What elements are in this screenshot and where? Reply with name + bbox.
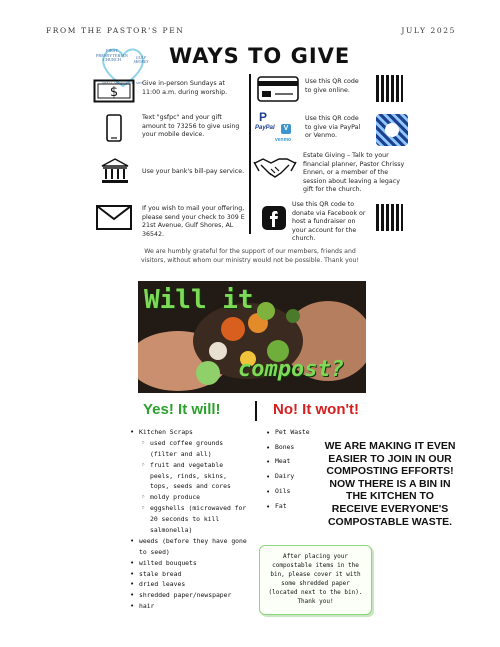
qr-code-paypal-venmo[interactable]: [376, 114, 408, 146]
facebook-qr-text: Use this QR code to donate via Facebook or host a fundraiser on your account for the church.: [292, 201, 366, 242]
qr-code-facebook[interactable]: [376, 204, 403, 231]
facebook-icon: [262, 206, 286, 230]
dollar-bill-icon: [93, 79, 135, 103]
list-item: • hair: [130, 601, 248, 612]
credit-card-icon: [257, 76, 299, 102]
no-heading: No! It won't!: [273, 401, 360, 418]
list-item: • shredded paper/newspaper: [130, 590, 248, 601]
svg-text:$: $: [109, 85, 119, 100]
qr-online-text: Use this QR code to give online.: [305, 78, 359, 94]
list-item: • Dairy: [266, 469, 326, 484]
qr-code-online[interactable]: [376, 75, 403, 102]
compost-photo: [138, 281, 366, 393]
compost-title-top: Will it: [144, 285, 254, 315]
list-item: ◦ moldy produce: [141, 492, 248, 503]
qr-paypal-venmo-text: Use this QR code to give via PayPal or Venmo.: [305, 115, 361, 139]
paypal-label: PayPal: [255, 125, 275, 131]
list-item: • Bones: [266, 440, 326, 455]
list-item: • Oils: [266, 484, 326, 499]
newsletter-section-header: FROM THE PASTOR'S PEN: [46, 26, 185, 35]
no-list: [266, 425, 326, 513]
gratitude-note: We are humbly grateful for the support of our members, friends and visitors, without whom our ministry would not be possible. Thank you!: [141, 248, 359, 264]
column-divider: [249, 74, 251, 234]
phone-icon: [106, 114, 122, 142]
envelope-icon: [96, 205, 132, 230]
list-item: ◦ fruit and vegetable peels, rinds, skins, tops, seeds and cores: [141, 460, 248, 493]
estate-giving-text: Estate Giving – Talk to your financial planner, Pastor Chrissy Ennen, or a member of the session about leaving a legacy gift for the church.: [303, 152, 405, 193]
note-text: After placing your compostable items in the bin, please cover it with some shredded paper (located next to the bin). Thank you!: [268, 553, 363, 605]
newsletter-date: JULY 2025: [401, 26, 456, 35]
bill-pay-text: Use your bank's bill-pay service.: [142, 168, 245, 175]
bank-icon: [101, 158, 129, 184]
paypal-venmo-icon: P PayPal V venmo: [255, 110, 292, 143]
venmo-label: venmo: [275, 137, 292, 143]
list-item: ◦ eggshells (microwaved for 20 seconds to kill salmonella): [141, 503, 248, 536]
logo-tagline: SHELL SHORES FOR MEN: [102, 81, 144, 85]
yes-heading: Yes! It will!: [143, 401, 221, 418]
handshake-icon: [253, 153, 297, 183]
list-item: • stale bread: [130, 569, 248, 580]
heading-divider: [255, 401, 257, 421]
list-item: ◦ used coffee grounds (filter and all): [141, 438, 248, 460]
list-item: • Pet Waste: [266, 425, 326, 440]
logo-line-presbyterian: PRESBYTERIAN: [96, 52, 128, 58]
compost-title-bottom: compost?: [238, 357, 344, 382]
text-to-give-text: Text "gsfpc" and your gift amount to 73256 to give using your mobile device.: [142, 114, 240, 138]
composting-announcement: WE ARE MAKING IT EVEN EASIER TO JOIN IN OUR COMPOSTING EFFORTS! NOW THERE IS A BIN IN THE KITCHEN TO RECEIVE EVERYONE'S COMPOSTABLE WASTE.: [324, 440, 456, 528]
mail-offering-text: If you wish to mail your offering, please send your check to 309 E 21st Avenue, Gulf Shores, AL 36542.: [142, 205, 245, 238]
list-item: • dried leaves: [130, 579, 248, 590]
list-item: • wilted bouquets: [130, 558, 248, 569]
list-item: • Fat: [266, 499, 326, 514]
list-item: • weeds (before they have gone to seed): [130, 536, 248, 558]
list-item: • Kitchen Scraps ◦ used coffee grounds (filter and all) ◦ fruit and vegetable peels, rinds, skins, tops, seeds and cores ◦ moldy produce ◦ eggshells (microwaved for 20 seconds to kill salmonella): [130, 427, 248, 536]
give-in-person-text: Give in-person Sundays at 11:00 a.m. during worship.: [142, 80, 228, 96]
list-item: • Meat: [266, 454, 326, 469]
logo-line-church: CHURCH: [103, 57, 121, 62]
page-title: WAYS TO GIVE: [169, 44, 351, 68]
logo-line-gulf-shores: GULF SHORES: [133, 55, 149, 65]
yes-list: [130, 427, 248, 612]
compost-instructions-note: [259, 545, 372, 615]
logo-line-first: FIRST: [106, 48, 118, 53]
